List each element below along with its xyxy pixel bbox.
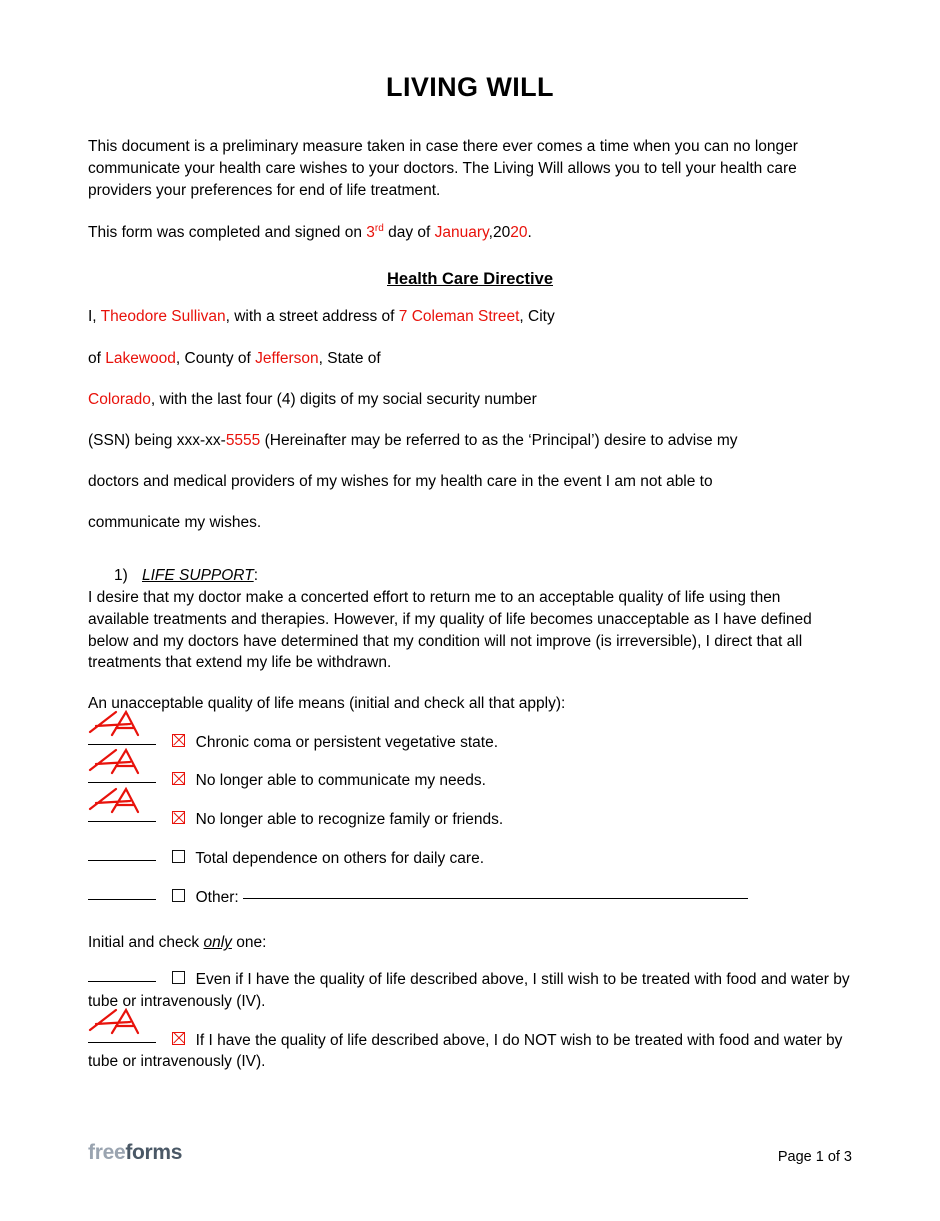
initials-field[interactable] [88, 848, 162, 870]
choice-label: If I have the quality of life described above, I do NOT wish to be treated with food and water by tube or intravenously (IV). [88, 1031, 843, 1071]
checkbox-empty-icon[interactable] [172, 889, 185, 902]
option-label: Total dependence on others for daily care. [195, 849, 485, 867]
directive-line-5: doctors and medical providers of my wishes for my health care in the event I am not able to [88, 473, 713, 491]
option-row[interactable] [88, 809, 852, 831]
item-1-paragraph: I desire that my doctor make a concerted effort to return me to an acceptable quality of life using then available treatments and therapies. However, if my quality of life becomes unacceptable as I have defined below and my doctors have determined that my condition will not improve (is irreversible), I direct that all treatments that extend my life be withdrawn. [88, 589, 812, 672]
option-row-other[interactable] [88, 887, 852, 909]
initial-only-one-prompt [88, 934, 852, 952]
only-one-prompt-a: Initial and check [88, 934, 204, 952]
other-write-in-field[interactable] [243, 898, 748, 899]
directive-line2-a: of [88, 349, 106, 367]
directive-line3-b: , with the last four (4) digits of my social security number [150, 390, 537, 408]
initials-blank-line [88, 981, 156, 982]
signed-year-prefix: 20 [492, 224, 511, 241]
option-label: No longer able to communicate my needs. [195, 772, 486, 790]
signed-year-value: 20 [510, 224, 528, 241]
option-label: Other: [195, 888, 239, 906]
initials-field[interactable] [88, 732, 162, 754]
checkbox-checked-icon[interactable] [172, 1032, 185, 1045]
option-row[interactable] [88, 732, 852, 754]
item-1-number: 1) [114, 567, 128, 585]
directive-line2-c: , State of [318, 349, 381, 367]
principal-name-value: Theodore Sullivan [100, 308, 226, 326]
initials-blank-line [88, 860, 156, 861]
ssn-last4-value: 5555 [225, 431, 261, 449]
initials-blank-line [88, 899, 156, 900]
city-value: Lakewood [105, 349, 176, 367]
item-1-label: LIFE SUPPORT [142, 567, 254, 585]
signed-suffix: . [527, 224, 532, 241]
initials-field[interactable] [88, 809, 162, 831]
directive-line-4 [88, 431, 852, 451]
initials-blank-line [88, 744, 156, 745]
signed-date-line [88, 222, 852, 244]
checkbox-empty-icon[interactable] [172, 850, 185, 863]
option-label: No longer able to recognize family or friends. [195, 811, 504, 829]
checkbox-checked-icon[interactable] [172, 811, 185, 824]
signed-day-ordinal: rd [374, 222, 384, 234]
signed-prefix: This form was completed and signed on [88, 224, 367, 241]
choice-label: Even if I have the quality of life described above, I still wish to be treated with food and water by tube or intravenously (IV). [88, 971, 850, 1010]
directive-line4-a: (SSN) being xxx-xx- [88, 431, 226, 449]
page-number: Page 1 of 3 [777, 1149, 852, 1165]
initials-field[interactable] [88, 1030, 162, 1052]
intro-paragraph: This document is a preliminary measure taken in case there ever comes a time when you can no longer communicate your health care wishes to your doctors. The Living Will allows you to tell your health care providers your preferences for end of life treatment. [88, 138, 798, 199]
choice-row[interactable] [88, 1030, 852, 1073]
county-value: Jefferson [255, 349, 319, 367]
checkbox-checked-icon[interactable] [172, 772, 185, 785]
directive-line1-b: , with a street address of [225, 308, 399, 326]
directive-line1-c: , City [519, 308, 555, 326]
signed-day-value: 3 [366, 224, 375, 241]
directive-block [88, 307, 852, 533]
initials-field[interactable] [88, 969, 162, 991]
initials-field[interactable] [88, 887, 162, 909]
signed-month-value: January [434, 224, 489, 241]
item-1-heading [88, 567, 852, 585]
page-title: LIVING WILL [386, 72, 554, 102]
signed-comma: , [488, 224, 493, 241]
initials-field[interactable] [88, 770, 162, 792]
directive-line-3 [88, 390, 852, 410]
state-value: Colorado [88, 390, 151, 408]
directive-line2-b: , County of [175, 349, 256, 367]
option-row[interactable] [88, 848, 852, 870]
initials-blank-line [88, 821, 156, 822]
directive-line4-b: (Hereinafter may be referred to as the ‘Principal’) desire to advise my [260, 431, 738, 449]
freeforms-logo [88, 1141, 182, 1165]
document-body [88, 0, 852, 1073]
option-label: Chronic coma or persistent vegetative state. [195, 733, 499, 751]
initials-blank-line [88, 1042, 156, 1043]
logo-forms-text: forms [125, 1141, 183, 1164]
only-one-prompt-b: one: [231, 934, 267, 952]
only-one-emphasis: only [203, 934, 232, 952]
directive-line1-a: I, [88, 308, 101, 326]
option-row[interactable] [88, 770, 852, 792]
choice-row[interactable] [88, 969, 852, 1012]
directive-line-2 [88, 349, 852, 369]
checkbox-checked-icon[interactable] [172, 734, 185, 747]
directive-line-1 [88, 307, 852, 327]
item-1-prompt: An unacceptable quality of life means (initial and check all that apply): [88, 695, 566, 713]
checkbox-empty-icon[interactable] [172, 971, 185, 984]
page-footer [88, 1141, 852, 1165]
directive-line-6: communicate my wishes. [88, 514, 262, 532]
street-address-value: 7 Coleman Street [398, 308, 520, 326]
initials-blank-line [88, 782, 156, 783]
logo-free-text: free [88, 1141, 126, 1164]
signed-mid: day of [383, 224, 435, 241]
section-heading-health-care-directive: Health Care Directive [387, 270, 553, 289]
item-1-colon: : [253, 567, 258, 585]
